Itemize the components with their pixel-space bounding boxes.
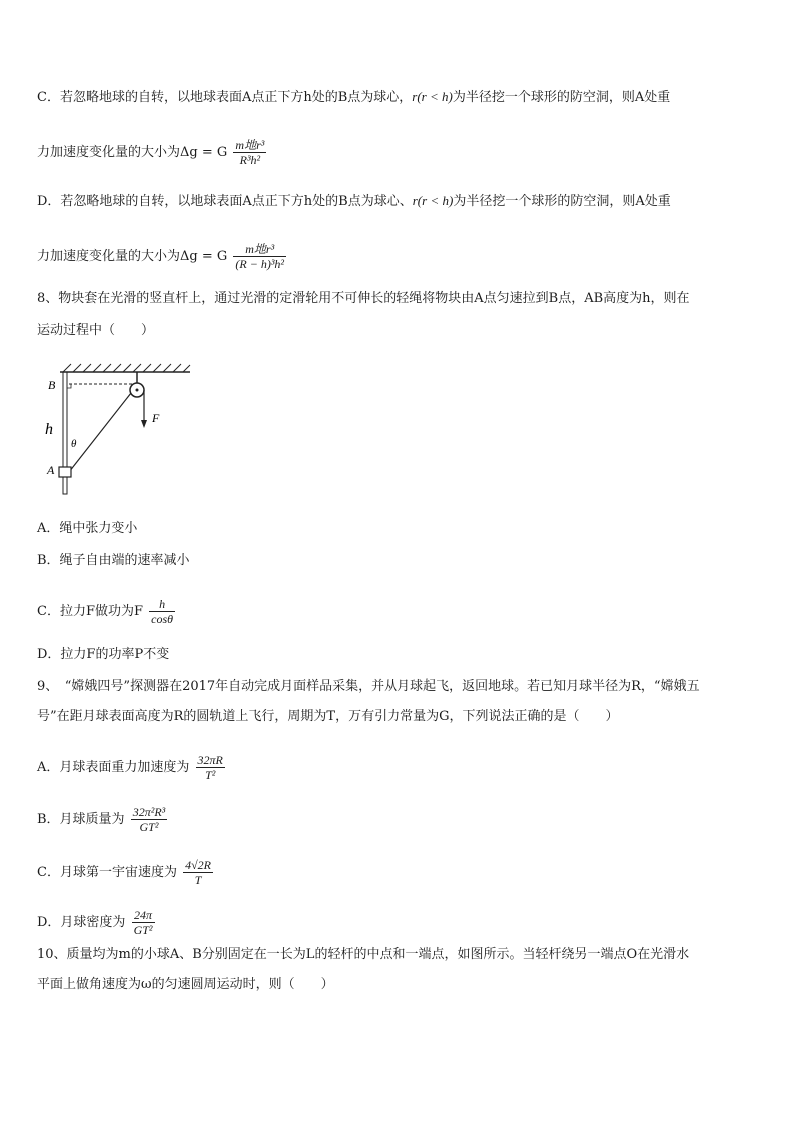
label-b: B: [48, 378, 56, 392]
q7-option-c-line1: C．若忽略地球的自转，以地球表面A点正下方h处的B点为球心，r(r < h)为半径挖一个球形的防空洞，则A处重: [37, 89, 671, 105]
q8-stem-line2: 运动过程中（ ）: [37, 323, 155, 338]
force-arrow: [141, 420, 147, 428]
q9-option-c: C．月球第一宇宙速度为 $\frac{4√2R}{T}$: [37, 858, 212, 887]
q8-option-a: A．绳中张力变小: [37, 521, 138, 536]
rope-segment: [69, 393, 131, 472]
q9-b-fraction: $\frac{\text{32π²R³}}{\text{GT²}}$: [132, 805, 166, 834]
right-angle-mark: [67, 384, 71, 388]
q7-c-condition: r(r < h): [412, 89, 453, 104]
q10-stem-line2: 平面上做角速度为ω的匀速圆周运动时，则（ ）: [37, 977, 334, 992]
label-f: F: [152, 411, 160, 425]
q8-option-b: B．绳子自由端的速率减小: [37, 553, 190, 568]
q7-option-d-line1: D．若忽略地球的自转，以地球表面A点正下方h处的B点为球心、r(r < h)为半径挖一个球形的防空洞，则A处重: [37, 193, 671, 209]
q9-stem-line1: 9、 “嫦娥四号”探测器在2017年自动完成月面样品采集，并从月球起飞，返回地球。若已知月球半径为R，“嫦娥五: [37, 679, 700, 694]
pulley-axle: [136, 389, 139, 392]
q8-c-fraction: $\frac{h}{\cos\theta}$: [151, 597, 174, 626]
q9-option-d: D．月球密度为 $\frac{24\pi}{\text{GT²}}$: [37, 908, 153, 937]
q7-c-fraction: $\frac{\text{m地r³}}{\text{R³h²}}$: [235, 138, 265, 167]
q9-a-fraction: $\frac{32\pi R}{\text{T²}}$: [197, 753, 223, 782]
q7-d-fraction: $\frac{\text{m地r³}}{\text{(R − h)³h²}}$: [235, 242, 285, 271]
q8-option-d: D．拉力F的功率P不变: [37, 647, 170, 662]
q7-d-condition: r(r < h): [412, 193, 454, 208]
q10-stem-line1: 10、质量均为m的小球A、B分别固定在一长为L的轻杆的中点和一端点，如图所示。当轻杆绕另一端点O在光滑水: [37, 947, 690, 962]
ceiling-hatch: [63, 364, 190, 372]
q9-c-fraction: $\frac{4√2R}{T}$: [185, 858, 212, 887]
q7-option-c-line2: 力加速度变化量的大小为Δg = G $\frac{\text{m地r³}}{\text{R³h²}}$: [37, 138, 265, 167]
q8-pulley-figure: [45, 362, 195, 497]
q9-option-b: B．月球质量为 $\frac{\text{32π²R³}}{\text{GT²}}$: [37, 805, 166, 834]
q7-option-d-line2: 力加速度变化量的大小为Δg = G $\frac{\text{m地r³}}{\text{(R − h)³h²}}$: [37, 242, 285, 271]
q9-option-a: A．月球表面重力加速度为 $\frac{32\pi R}{\text{T²}}$: [37, 753, 223, 782]
q8-option-c: C．拉力F做功为F $\frac{h}{\cos\theta}$: [37, 597, 174, 626]
q9-stem-line2: 号”在距月球表面高度为R的圆轨道上飞行，周期为T，万有引力常量为G，下列说法正确的是（ ）: [37, 709, 619, 724]
block-a: [59, 467, 71, 477]
label-a: A: [47, 463, 55, 477]
q9-d-fraction: $\frac{24\pi}{\text{GT²}}$: [133, 908, 153, 937]
q8-stem-line1: 8、物块套在光滑的竖直杆上，通过光滑的定滑轮用不可伸长的轻绳将物块由A点匀速拉到B点，AB高度为h，则在: [37, 291, 690, 306]
label-h: h: [45, 421, 53, 438]
label-theta: θ: [71, 438, 77, 450]
